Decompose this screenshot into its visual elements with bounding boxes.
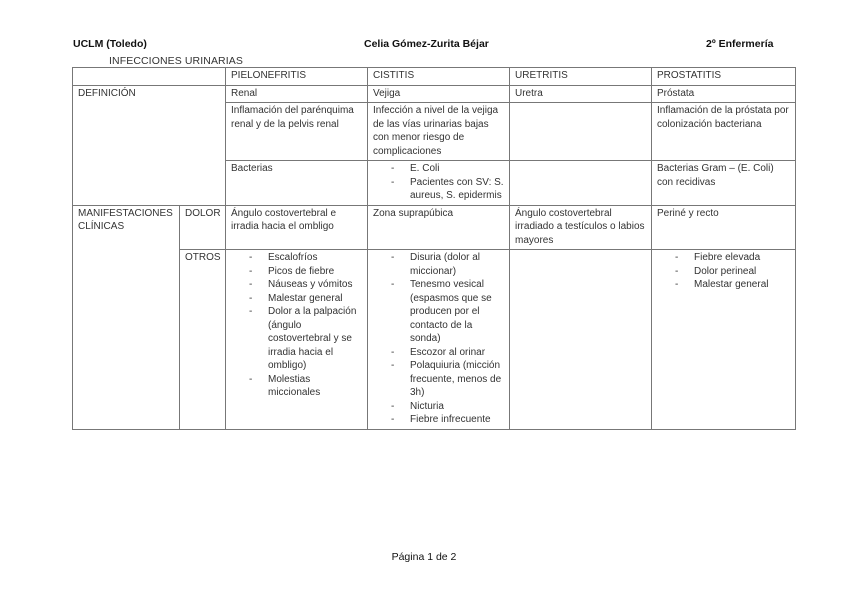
list-item: - E. Coli xyxy=(373,162,505,176)
cell-organo-prostatitis: Próstata xyxy=(652,85,796,103)
list-item: - Malestar general xyxy=(657,278,791,292)
row-label-definicion: DEFINICIÓN xyxy=(73,85,226,205)
cell-otros-cistitis xyxy=(368,250,510,430)
otros-pielonefritis-list xyxy=(231,251,363,400)
cell-dolor-cistitis: Zona suprapúbica xyxy=(368,205,510,250)
list-item: - Dolor a la palpación (ángulo costovertebral y se irradia hacia el ombligo) xyxy=(231,305,363,373)
list-item: - Molestias miccionales xyxy=(231,373,363,400)
page-number: Página 1 de 2 xyxy=(391,551,457,563)
cell-organo-pielonefritis: Renal xyxy=(226,85,368,103)
cell-descripcion-cistitis: Infección a nivel de la vejiga de las vías urinarias bajas con menor riesgo de complicaciones xyxy=(368,103,510,161)
list-item: - Náuseas y vómitos xyxy=(231,278,363,292)
otros-prostatitis-list xyxy=(657,251,791,292)
cell-organo-uretritis: Uretra xyxy=(510,85,652,103)
cell-dolor-prostatitis: Periné y recto xyxy=(652,205,796,250)
cell-organo-cistitis: Vejiga xyxy=(368,85,510,103)
document-title: INFECCIONES URINARIAS xyxy=(109,55,243,67)
cell-descripcion-pielonefritis: Inflamación del parénquima renal y de la pelvis renal xyxy=(226,103,368,161)
cell-causa-uretritis xyxy=(510,161,652,206)
cell-causa-cistitis xyxy=(368,161,510,206)
cell-otros-pielonefritis xyxy=(226,250,368,430)
table-header-row xyxy=(73,68,796,86)
header-institution: UCLM (Toledo) xyxy=(73,38,147,50)
list-item: - Tenesmo vesical (espasmos que se producen por el contacto de la sonda) xyxy=(373,278,505,346)
list-item: - Picos de fiebre xyxy=(231,265,363,279)
cell-dolor-uretritis: Ángulo costovertebral irradiado a testículos o labios mayores xyxy=(510,205,652,250)
table-row xyxy=(73,205,796,250)
table-row xyxy=(73,250,796,430)
cell-descripcion-uretritis xyxy=(510,103,652,161)
list-item: - Dolor perineal xyxy=(657,265,791,279)
list-item: - Nicturia xyxy=(373,400,505,414)
sub-label-dolor: DOLOR xyxy=(180,205,226,250)
otros-cistitis-list xyxy=(373,251,505,427)
list-item: - Escalofríos xyxy=(231,251,363,265)
list-item: - Disuria (dolor al miccionar) xyxy=(373,251,505,278)
list-item: - Fiebre infrecuente xyxy=(373,413,505,427)
comparison-table xyxy=(72,67,796,430)
list-item: - Malestar general xyxy=(231,292,363,306)
row-label-manifestaciones: MANIFESTACIONES CLÍNICAS xyxy=(73,205,180,429)
cell-otros-prostatitis xyxy=(652,250,796,430)
header-author: Celia Gómez-Zurita Béjar xyxy=(364,38,489,50)
cell-dolor-pielonefritis: Ángulo costovertebral e irradia hacia el ombligo xyxy=(226,205,368,250)
column-header-pielonefritis: PIELONEFRITIS xyxy=(226,68,368,86)
cell-causa-prostatitis: Bacterias Gram – (E. Coli) con recidivas xyxy=(652,161,796,206)
header-empty-cell xyxy=(73,68,226,86)
list-item: - Pacientes con SV: S. aureus, S. epidermis xyxy=(373,176,505,203)
cell-descripcion-prostatitis: Inflamación de la próstata por colonización bacteriana xyxy=(652,103,796,161)
table-row xyxy=(73,85,796,103)
column-header-cistitis: CISTITIS xyxy=(368,68,510,86)
cell-otros-uretritis xyxy=(510,250,652,430)
list-item: - Escozor al orinar xyxy=(373,346,505,360)
cell-causa-pielonefritis: Bacterias xyxy=(226,161,368,206)
list-item: - Fiebre elevada xyxy=(657,251,791,265)
causa-cistitis-list xyxy=(373,162,505,203)
header-course: 2º Enfermería xyxy=(706,38,774,50)
list-item: - Polaquiuria (micción frecuente, menos de 3h) xyxy=(373,359,505,400)
column-header-uretritis: URETRITIS xyxy=(510,68,652,86)
column-header-prostatitis: PROSTATITIS xyxy=(652,68,796,86)
sub-label-otros: OTROS xyxy=(180,250,226,430)
